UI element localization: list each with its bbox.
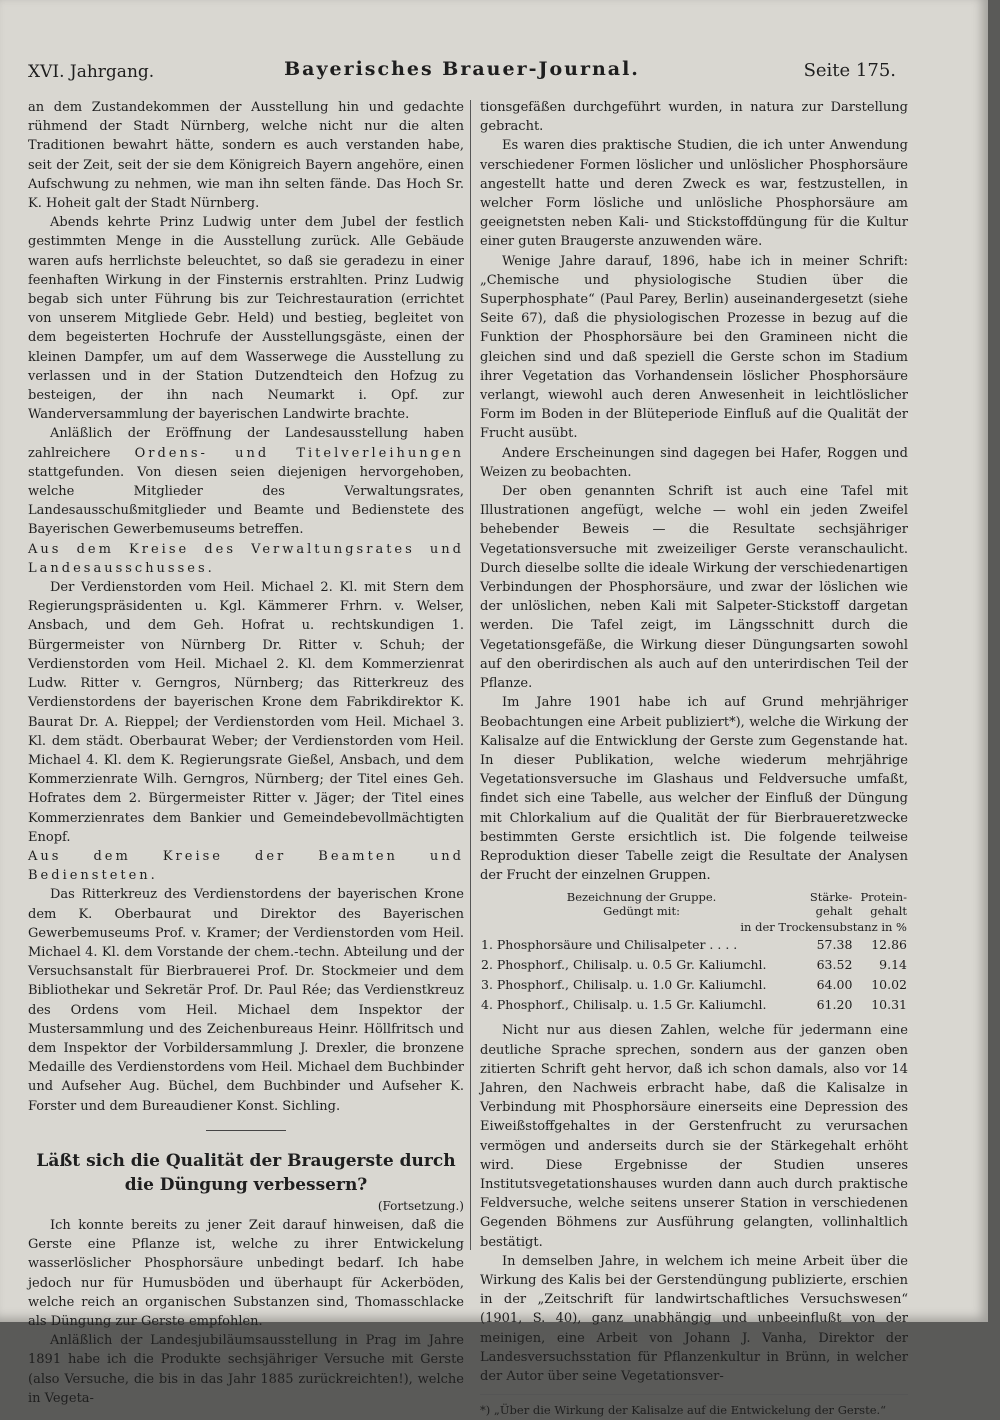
column-rule — [470, 100, 471, 1250]
paragraph: Nicht nur aus diesen Zahlen, welche für jedermann eine deutliche Sprache sprechen, sondern aus der ganzen oben zitierten Schrift geht hervor, daß ich schon damals, also vor 14 Jahren, den Nachweis erbracht habe, daß die Kalisalze in Verbindung mit Phosphorsäure einerseits eine Depression des Eiweißstoffgehaltes in der Gerstenfrucht zu verursachen vermögen und anderseits durch sie der Stärkegehalt erhöht wird. Diese Ergebnisse der Studien unseres Institutsvegetationshauses wurden dann auch durch praktische Feldversuche, welche seitens unserer Station in verschiedenen Gegenden Böhmens zur Ausführung gelangten, vollinhaltlich bestätigt. — [480, 1023, 908, 1250]
section-divider — [206, 1130, 286, 1131]
table-cell-group: 2. Phosphorf., Chilisalp. u. 0.5 Gr. Kaliumchl. — [481, 957, 767, 973]
table-row — [480, 975, 908, 995]
table-header-row — [480, 889, 908, 919]
section-heading: Aus dem Kreise des Verwaltungsrates und Landesausschusses. — [28, 541, 464, 576]
table-cell-protein: 10.31 — [871, 997, 907, 1013]
paragraph: Der Verdienstorden vom Heil. Michael 2. Kl. mit Stern dem Regierungspräsidenten u. Kgl. Kämmerer Frhrn. v. Welser, Ansbach, und dem Geh. Hofrat u. rechtskundigen 1. Bürgermeister von Nürnberg Dr. Ritter v. Schuh; der Verdienstorden vom Heil. Michael 2. Kl. dem Kommerzienrat Ludw. Ritter v. Gerngros, Nürnberg; das Ritterkreuz des Verdienstordens der bayerischen Krone dem Fabrikdirektor K. Baurat Dr. A. Rieppel; der Verdienstorden vom Heil. Michael 3. Kl. dem städt. Oberbaurat Weber; der Verdienstorden vom Heil. Michael 4. Kl. dem K. Regierungsrate Gießel, Ansbach, und dem Kommerzienrate Wilh. Gerngros, Nürnberg; der Titel eines Geh. Hofrates dem 2. Bürgermeister Ritter v. Jäger; der Titel eines Kommerzienrates dem Bankier und Gemeindebevollmächtigten Enopf. — [28, 580, 464, 845]
table-subheader-row — [480, 919, 908, 935]
table-header-group: Bezeichnung der Gruppe. Gedüngt mit: — [566, 890, 717, 919]
table-cell-starch: 64.00 — [816, 977, 853, 993]
table-header-unit: in der Trockensubstanz in % — [740, 920, 907, 935]
table-cell-protein: 10.02 — [871, 977, 907, 993]
article-title: Läßt sich die Qualität der Braugerste durch die Düngung verbessern? — [36, 1150, 456, 1195]
table-cell-starch: 57.38 — [816, 937, 853, 953]
paragraph-text: Anläßlich der Eröffnung der Landesausstellung haben zahlreichere — [28, 426, 464, 461]
paragraph: Andere Erscheinungen sind dagegen bei Hafer, Roggen und Weizen zu beobachten. — [480, 445, 908, 480]
table-row — [480, 955, 908, 975]
table-cell-starch: 63.52 — [816, 957, 853, 973]
table-row — [480, 935, 908, 955]
page-header — [28, 56, 896, 86]
table-cell-protein: 9.14 — [879, 957, 907, 973]
table-header-protein: Protein- gehalt — [860, 890, 907, 919]
table-cell-group: 3. Phosphorf., Chilisalp. u. 1.0 Gr. Kaliumchl. — [481, 977, 767, 993]
paragraph: Der oben genannten Schrift ist auch eine Tafel mit Illustrationen angefügt, welche — wohl ein jeden Zweifel behebender Beweis — die Resultate sechsjähriger Vegetationsversuche mit zweizeiliger Gerste veranschaulicht. Durch dieselbe sollte die ideale Wirkung der verschiedenartigen Verbindungen der Phosphorsäure, und zwar der löslichen wie der unlöslichen, neben Kali mit Salpeter-Stickstoff dargetan werden. Die Tafel zeigt, im Längsschnitt durch die Vegetationsgefäße, die Wirkung dieser Düngungsarten sowohl auf den oberirdischen als auch auf den unterirdischen Teil der Pflanze. — [480, 484, 908, 692]
paragraph: Es waren dies praktische Studien, die ich unter Anwendung verschiedener Formen löslicher und unlöslicher Phosphorsäure angestellt hatte und deren Zweck es war, festzustellen, in welcher Form lösliche und unlösliche Phosphorsäure am geeignetsten neben Kali- und Stickstoffdüngung für die Kultur einer guten Braugerste anzuwenden wäre. — [480, 138, 908, 250]
journal-title: Bayerisches Brauer-Journal. — [284, 58, 640, 80]
table-cell-group: 1. Phosphorsäure und Chilisalpeter . . . . — [481, 937, 738, 953]
paragraph: In demselben Jahre, in welchem ich meine Arbeit über die Wirkung des Kalis bei der Gerstendüngung publizierte, erschien in der „Zeitschrift für landwirtschaftliches Versuchswesen“ (1901, S. 40), ganz unabhängig und unbeeinflußt von der meinigen, eine Arbeit von Johann J. Vanha, Direktor der Landesversuchsstation für Pflanzenkultur in Brünn, in welcher der Autor über seine Vegetationsver- — [480, 1253, 908, 1384]
paragraph: Anläßlich der Landesjubiläumsausstellung in Prag im Jahre 1891 habe ich die Produkte sechsjähriger Versuche mit Gerste (also Versuche, die bis in das Jahr 1885 zurückreichten!), welche in Vegeta- — [28, 1333, 464, 1406]
paragraph: an dem Zustandekommen der Ausstellung hin und gedachte rühmend der Stadt Nürnberg, welche nicht nur die alten Traditionen bewahrt hätte, sondern es auch verstanden habe, seit der Zeit, seit der sie dem Königreich Bayern angehöre, einen Aufschwung zu nehmen, wie man ihn selten fände. Das Hoch Sr. K. Hoheit galt der Stadt Nürnberg. — [28, 100, 464, 212]
section-heading: Aus dem Kreise der Beamten und Bediensteten. — [28, 848, 464, 884]
paragraph: tionsgefäßen durchgeführt wurden, in natura zur Darstellung gebracht. — [480, 100, 908, 135]
footnote: *) „Über die Wirkung der Kalisalze auf die Entwickelung der Gerste.“ — [480, 1394, 908, 1420]
page-number: Seite 175. — [803, 60, 896, 81]
table-header-starch: Stärke- gehalt — [809, 890, 853, 919]
left-column — [28, 98, 464, 1406]
paragraph: Das Ritterkreuz des Verdienstordens der bayerischen Krone dem K. Oberbaurat und Direktor des Bayerischen Gewerbemuseums Prof. v. Kramer; der Verdienstorden vom Heil. Michael 4. Kl. dem Vorstande der chem.-techn. Abteilung und der Versuchsanstalt für Bierbrauerei Prof. Dr. Stockmeier und dem Bibliothekar und Sekretär Prof. Dr. Paul Rée; das Verdienstkreuz des Ordens vom Heil. Michael dem Inspektor der Mustersammlung und des Zeichenbureaus Heinr. Höllfritsch und dem Inspektor der Vorbildersammlung J. Drexler, die bronzene Medaille des Verdienstordens vom Heil. Michael dem Buchbinder und Aufseher Aug. Büchel, dem Buchbinder und Aufseher K. Forster und dem Bureaudiener Konst. Sichling. — [28, 887, 464, 1114]
paragraph — [28, 424, 464, 539]
table-row — [480, 995, 908, 1015]
volume-label: XVI. Jahrgang. — [28, 62, 155, 82]
table-cell-group: 4. Phosphorf., Chilisalp. u. 1.5 Gr. Kaliumchl. — [481, 997, 767, 1013]
paragraph: Abends kehrte Prinz Ludwig unter dem Jubel der festlich gestimmten Menge in die Ausstellung zurück. Alle Gebäude waren aufs herrlichste beleuchtet, so daß sie geradezu in einer feenhaften Wirkung in der Finsternis erstrahlten. Prinz Ludwig begab sich unter Führung bis zur Teichrestauration (errichtet von unserem Mitgliede Gebr. Held) und bestieg, begleitet von dem begeisterten Hochrufe der Ausstellungsgäste, einen der kleinen Dampfer, um auf dem Wasserwege die Ausstellung zu verlassen und in der Station Dutzendteich den Hofzug zu besteigen, der ihn nach Neumarkt i. Opf. zur Wanderversammlung der bayerischen Landwirte brachte. — [28, 215, 464, 423]
paragraph: Ich konnte bereits zu jener Zeit darauf hinweisen, daß die Gerste eine Pflanze ist, welche zu ihrer Entwickelung wasserlöslicher Phosphorsäure unbedingt bedarf. Ich habe jedoch nur für Humusböden und überhaupt für Ackerböden, welche reich an organischen Substanzen sind, Thomasschlacke als Düngung zur Gerste empfohlen. — [28, 1217, 464, 1329]
table-cell-starch: 61.20 — [816, 997, 853, 1013]
paragraph: Wenige Jahre darauf, 1896, habe ich in meiner Schrift: „Chemische und physiologische Studien über die Superphosphate“ (Paul Parey, Berlin) auseinandergesetzt (siehe Seite 67), daß die physiologischen Prozesse in bezug auf die Funktion der Phosphorsäure bei den Gramineen nicht die gleichen sind und daß speziell die Gerste schon im Stadium ihrer Vegetation das Vorhandensein löslicher Phosphorsäure verlangt, wiewohl auch deren Anwesenheit in leichtlöslicher Form im Boden in der Blüteperiode Einfluß auf die Qualität der Frucht ausübt. — [480, 253, 908, 442]
paragraph-text: stattgefunden. Von diesen seien diejenigen hervorgehoben, welche Mitglieder des Verwaltungsrates, Landesausschußmitglieder und Beamte und Bedienstete des Bayerischen Gewerbemuseums betreffen. — [28, 464, 464, 538]
table-cell-protein: 12.86 — [871, 937, 907, 953]
paragraph: Im Jahre 1901 habe ich auf Grund mehrjähriger Beobachtungen eine Arbeit publiziert*), welche die Wirkung der Kalisalze auf die Entwicklung der Gerste zum Gegenstande hat. In dieser Publikation, welche wiederum mehrjährige Vegetationsversuche im Glashaus und Feldversuche umfaßt, findet sich eine Tabelle, aus welcher der Einfluß der Düngung mit Chlorkalium auf die Qualität der für Bierbraueretzwecke bestimmten Gerste ersichtlich ist. Die folgende teilweise Reproduktion dieser Tabelle zeigt die Resultate der Analysen der Frucht der einzelnen Gruppen. — [480, 695, 908, 884]
emphasis-text: Ordens- und Titelverleihungen — [134, 445, 464, 461]
right-column — [480, 98, 908, 1418]
results-table — [480, 889, 908, 1015]
continuation-note: (Fortsetzung.) — [377, 1198, 464, 1213]
